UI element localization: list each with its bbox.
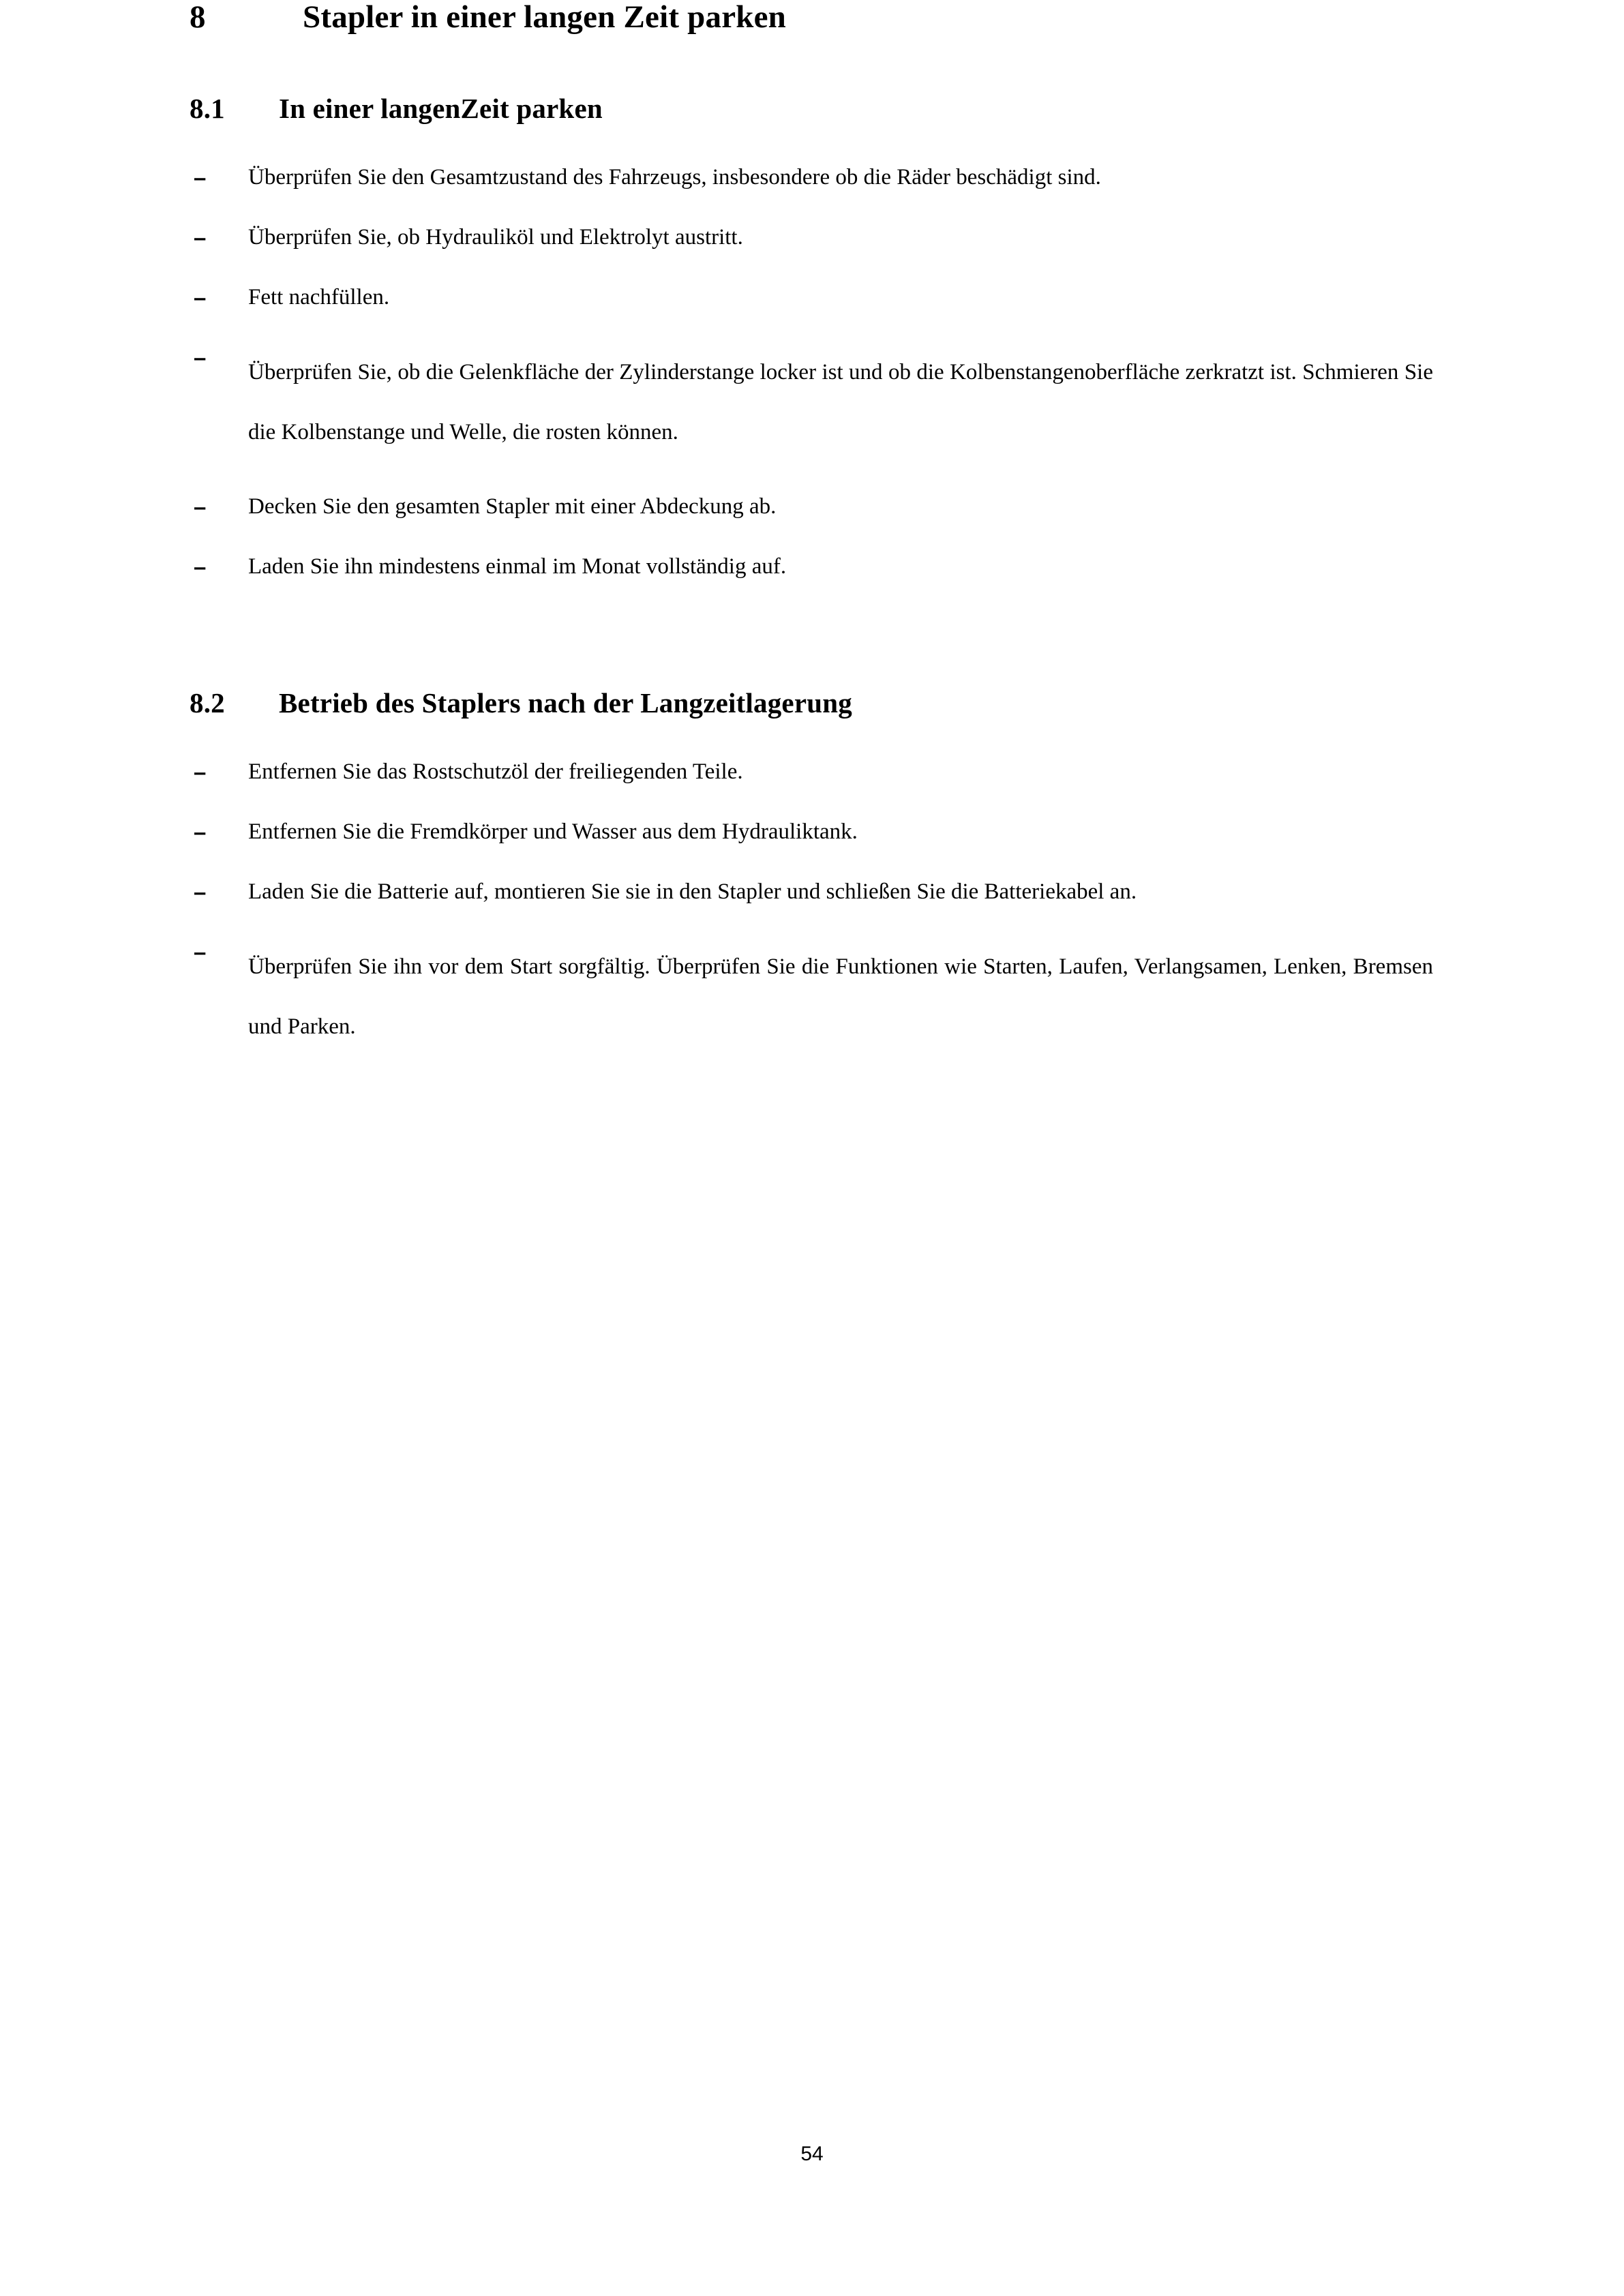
dash-bullet-icon: – [194, 879, 207, 905]
list-item-text: Fett nachfüllen. [248, 284, 390, 309]
list-item [190, 937, 1433, 1057]
list-item [190, 342, 1433, 462]
list-item-text: Laden Sie die Batterie auf, montieren Sie sie in den Stapler und schließen Sie die Batteriekabel an. [248, 879, 1137, 904]
spacer [190, 124, 1433, 162]
list-item-text: Entfernen Sie das Rostschutzöl der freiliegenden Teile. [248, 759, 743, 784]
dash-bullet-icon: – [194, 344, 207, 370]
list-item [190, 162, 1433, 193]
list-item-text: Entfernen Sie die Fremdkörper und Wasser aus dem Hydrauliktank. [248, 819, 858, 844]
list-item [190, 817, 1433, 847]
list-item [190, 222, 1433, 253]
section-title-8-2: Betrieb des Staplers nach der Langzeitlagerung [279, 686, 852, 719]
page-content [190, 0, 1433, 1057]
list-item [190, 757, 1433, 787]
list-item-text: Überprüfen Sie den Gesamtzustand des Fahrzeugs, insbesondere ob die Räder beschädigt sind. [248, 164, 1101, 190]
page-number: 54 [800, 2143, 824, 2165]
list-item [190, 552, 1433, 582]
list-item-text: Laden Sie ihn mindestens einmal im Monat vollständig auf. [248, 554, 787, 579]
dash-bullet-icon: – [194, 939, 207, 965]
list-item-text: Überprüfen Sie ihn vor dem Start sorgfältig. Überprüfen Sie die Funktionen wie Starten, Laufen, Verlangsamen, Lenken, Bremsen und Parken. [248, 954, 1433, 1039]
dash-bullet-icon: – [194, 224, 207, 250]
spacer [190, 35, 1433, 93]
chapter-title: Stapler in einer langen Zeit parken [303, 0, 786, 35]
dash-bullet-icon: – [194, 494, 207, 519]
list-item-text: Überprüfen Sie, ob die Gelenkfläche der Zylinderstange locker ist und ob die Kolbenstangenoberfläche zerkratzt ist. Schmieren Sie die Kolbenstange und Welle, die rosten können. [248, 359, 1433, 444]
list-item-text: Überprüfen Sie, ob Hydrauliköl und Elektrolyt austritt. [248, 224, 743, 250]
chapter-number: 8 [190, 0, 206, 35]
section-title-8-1: In einer langenZeit parken [279, 92, 603, 124]
bullet-list-8-2 [190, 757, 1433, 1057]
dash-bullet-icon: – [194, 164, 207, 190]
section-heading-8-1 [190, 93, 1433, 124]
bullet-list-8-1 [190, 162, 1433, 582]
dash-bullet-icon: – [194, 759, 207, 785]
list-item [190, 877, 1433, 907]
dash-bullet-icon: – [194, 284, 207, 310]
list-item [190, 282, 1433, 313]
list-item-text: Decken Sie den gesamten Stapler mit einer Abdeckung ab. [248, 494, 777, 519]
list-item [190, 492, 1433, 522]
chapter-heading [190, 0, 1433, 35]
section-number-8-1: 8.1 [190, 92, 225, 124]
spacer [190, 719, 1433, 757]
dash-bullet-icon: – [194, 554, 207, 579]
spacer [190, 582, 1433, 688]
section-heading-8-2 [190, 688, 1433, 719]
section-number-8-2: 8.2 [190, 686, 225, 719]
dash-bullet-icon: – [194, 819, 207, 845]
